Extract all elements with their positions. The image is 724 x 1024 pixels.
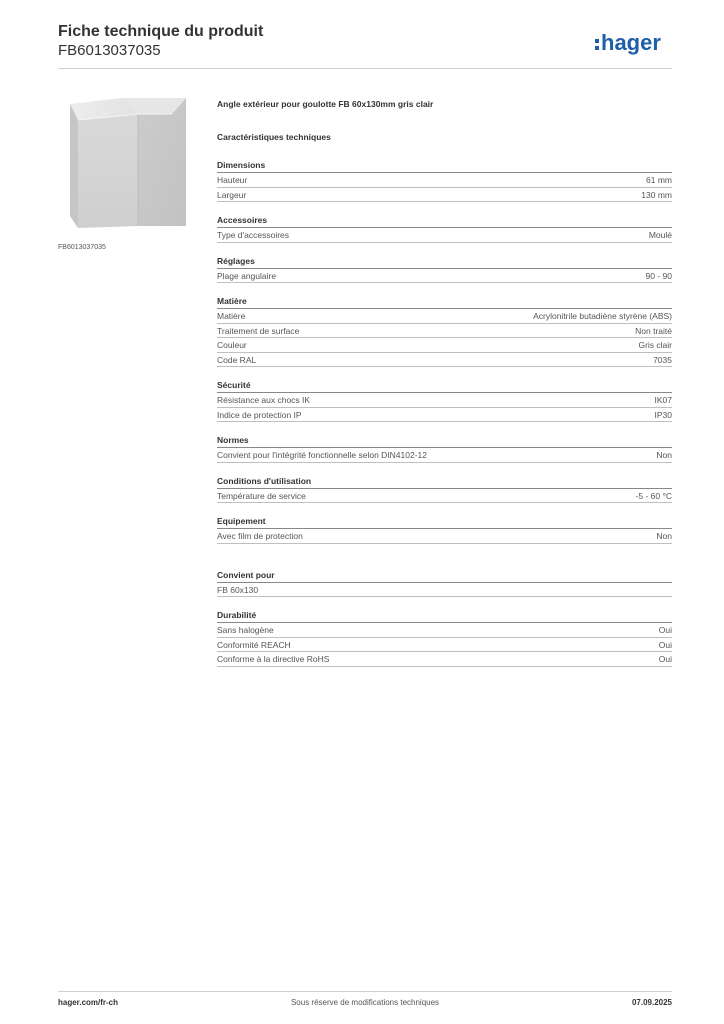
spec-label: Largeur xyxy=(217,189,247,200)
section-title: Durabilité xyxy=(217,608,672,623)
product-image xyxy=(58,94,202,238)
spec-row xyxy=(217,173,672,188)
spec-row xyxy=(217,529,672,544)
spec-value: 90 - 90 xyxy=(645,270,672,281)
section-title: Equipement xyxy=(217,514,672,529)
spec-value: Non xyxy=(656,531,672,541)
spec-value: Moulé xyxy=(648,230,672,240)
spec-value: 7035 xyxy=(653,354,672,365)
section-title: Normes xyxy=(217,433,672,448)
spec-row xyxy=(217,623,672,638)
footer-date: 07.09.2025 xyxy=(631,998,672,1007)
spec-section xyxy=(217,294,672,367)
spec-value: Oui xyxy=(658,625,672,635)
spec-section xyxy=(217,433,672,463)
spec-label: Code RAL xyxy=(217,354,257,365)
spec-section xyxy=(217,474,672,504)
section-title: Conditions d'utilisation xyxy=(217,474,672,489)
spec-section xyxy=(217,378,672,422)
spec-label: Conformité REACH xyxy=(217,639,291,650)
section-title: Accessoires xyxy=(217,213,672,228)
product-content xyxy=(217,97,672,667)
section-title: Matière xyxy=(217,294,672,309)
product-code: FB6013037035 xyxy=(58,42,161,59)
spec-section xyxy=(217,568,672,598)
spec-row xyxy=(217,652,672,667)
image-caption: FB6013037035 xyxy=(58,244,106,251)
spec-label: Température de service xyxy=(217,490,306,501)
spec-row xyxy=(217,408,672,423)
spec-label: Matière xyxy=(217,311,246,321)
spec-row xyxy=(217,583,672,598)
hager-logo xyxy=(592,27,682,59)
spec-label: Plage angulaire xyxy=(217,270,277,281)
spec-label: FB 60x130 xyxy=(217,584,259,595)
spec-row xyxy=(217,638,672,653)
spec-row xyxy=(217,353,672,368)
spec-label: Résistance aux chocs IK xyxy=(217,395,311,405)
spec-value: 130 mm xyxy=(641,189,672,200)
footer-divider xyxy=(58,991,672,992)
spec-label: Traitement de surface xyxy=(217,325,300,336)
characteristics-heading: Caractéristiques techniques xyxy=(217,132,331,142)
spec-row xyxy=(217,448,672,463)
spec-label: Conforme à la directive RoHS xyxy=(217,654,330,664)
logo-text: hager xyxy=(601,30,661,55)
spec-row xyxy=(217,309,672,324)
spec-label: Indice de protection IP xyxy=(217,409,302,420)
spec-label: Couleur xyxy=(217,340,247,350)
page-header xyxy=(58,22,263,60)
spec-row xyxy=(217,188,672,203)
spec-row xyxy=(217,489,672,504)
footer-disclaimer: Sous réserve de modifications techniques xyxy=(290,998,440,1007)
spec-value: Gris clair xyxy=(638,340,672,350)
spec-label: Avec film de protection xyxy=(217,531,303,541)
spec-value: IK07 xyxy=(654,395,672,405)
spec-section xyxy=(217,213,672,243)
spec-value: 61 mm xyxy=(646,175,672,185)
spec-section xyxy=(217,254,672,284)
characteristics-sections xyxy=(217,158,672,667)
spec-label: Type d'accessoires xyxy=(217,230,290,240)
spec-section xyxy=(217,514,672,544)
section-title: Convient pour xyxy=(217,568,672,583)
product-description: Angle extérieur pour goulotte FB 60x130mm gris clair xyxy=(217,99,434,109)
section-title: Sécurité xyxy=(217,378,672,393)
header-divider xyxy=(58,68,672,69)
spec-row xyxy=(217,269,672,284)
page-title: Fiche technique du produit xyxy=(58,23,264,40)
spec-value: -5 - 60 °C xyxy=(635,490,672,501)
spec-label: Convient pour l'intégrité fonctionnelle selon DIN4102-12 xyxy=(217,450,428,460)
spec-value: IP30 xyxy=(654,409,672,420)
section-title: Réglages xyxy=(217,254,672,269)
spec-value: Non traité xyxy=(635,325,672,336)
footer-website[interactable]: hager.com/fr-ch xyxy=(58,998,119,1007)
spec-section xyxy=(217,608,672,667)
spec-value: Oui xyxy=(658,654,672,664)
spec-row xyxy=(217,338,672,353)
section-title: Dimensions xyxy=(217,158,672,173)
spec-value: Acrylonitrile butadiène styrène (ABS) xyxy=(533,311,672,321)
spec-section xyxy=(217,158,672,202)
spec-label: Hauteur xyxy=(217,175,248,185)
spec-value: Non xyxy=(656,450,672,460)
spec-row xyxy=(217,324,672,339)
spec-row xyxy=(217,228,672,243)
spec-row xyxy=(217,393,672,408)
spec-value: Oui xyxy=(658,639,672,650)
spec-label: Sans halogène xyxy=(217,625,274,635)
